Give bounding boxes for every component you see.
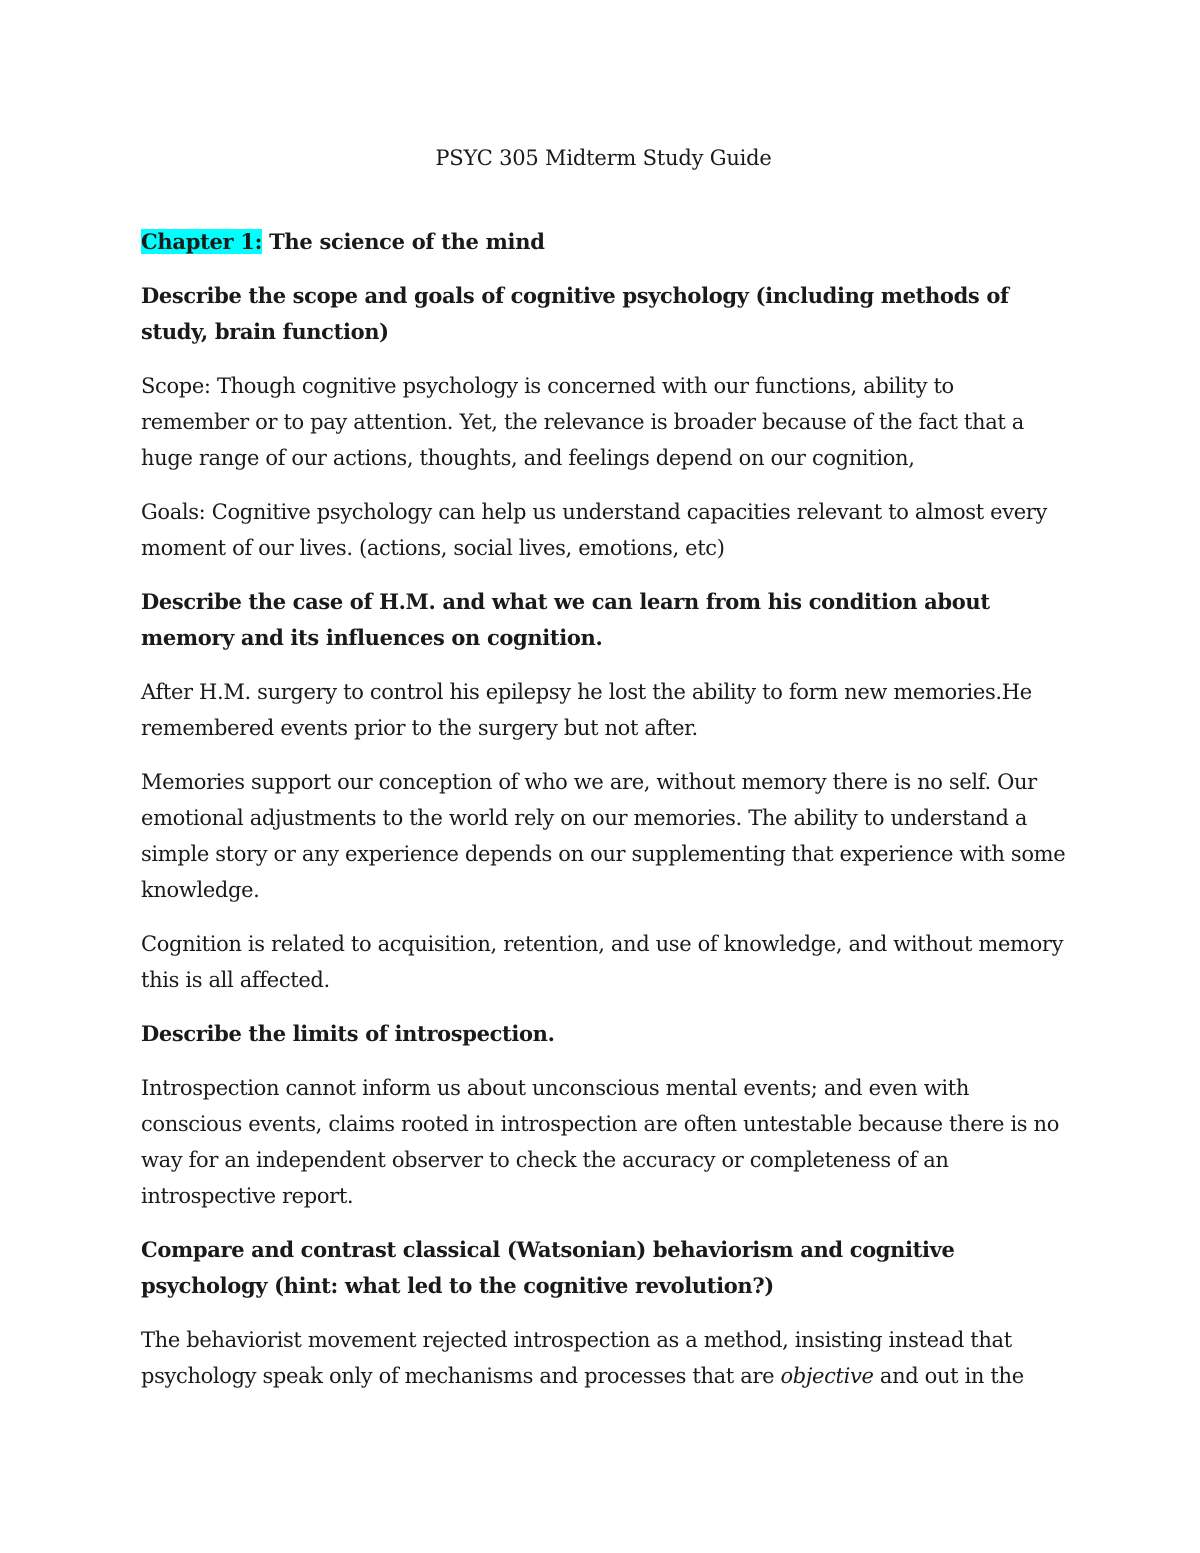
paragraph-behaviorism-before: The behaviorist movement rejected introspection as a method, insisting instead that psychology speak only of mechanisms and processes that are (141, 1328, 1012, 1388)
paragraph-hm-surgery: After H.M. surgery to control his epilepsy he lost the ability to form new memories.He remembered events prior to the surgery but not after. (141, 680, 1032, 740)
paragraph-behaviorism-after: and out in the (873, 1364, 1024, 1388)
paragraph-behaviorism (141, 1322, 1066, 1394)
section-question-introspection: Describe the limits of introspection. (141, 1021, 555, 1046)
paragraph-cognition-memory: Cognition is related to acquisition, retention, and use of knowledge, and without memory this is all affected. (141, 932, 1064, 992)
chapter-name: The science of the mind (262, 229, 545, 254)
paragraph-goals: Goals: Cognitive psychology can help us understand capacities relevant to almost every moment of our lives. (actions, social lives, emotions, etc) (141, 500, 1047, 560)
chapter-heading (141, 224, 1066, 260)
section-question-scope-goals: Describe the scope and goals of cognitive psychology (including methods of study, brain function) (141, 283, 1009, 344)
section-question-behaviorism: Compare and contrast classical (Watsonian) behaviorism and cognitive psychology (hint: what led to the cognitive revolution?) (141, 1237, 955, 1298)
chapter-label-highlight: Chapter 1: (141, 229, 263, 254)
paragraph-introspection-limits: Introspection cannot inform us about unconscious mental events; and even with conscious events, claims rooted in introspection are often untestable because there is no way for an independent observer to check the accuracy or completeness of an introspective report. (141, 1076, 1060, 1208)
paragraph-memories-self: Memories support our conception of who we are, without memory there is no self. Our emotional adjustments to the world rely on our memories. The ability to understand a simple story or any experience depends on our supplementing that experience with some knowledge. (141, 770, 1066, 902)
document-page (141, 0, 1066, 1553)
paragraph-behaviorism-emphasis: objective (780, 1364, 874, 1388)
paragraph-scope: Scope: Though cognitive psychology is concerned with our functions, ability to remember or to pay attention. Yet, the relevance is broader because of the fact that a huge range of our actions, thoughts, and feelings depend on our cognition, (141, 374, 1024, 470)
document-body (141, 224, 1066, 1412)
document-title: PSYC 305 Midterm Study Guide (435, 146, 772, 170)
section-question-hm-case: Describe the case of H.M. and what we can learn from his condition about memory and its influences on cognition. (141, 589, 990, 650)
